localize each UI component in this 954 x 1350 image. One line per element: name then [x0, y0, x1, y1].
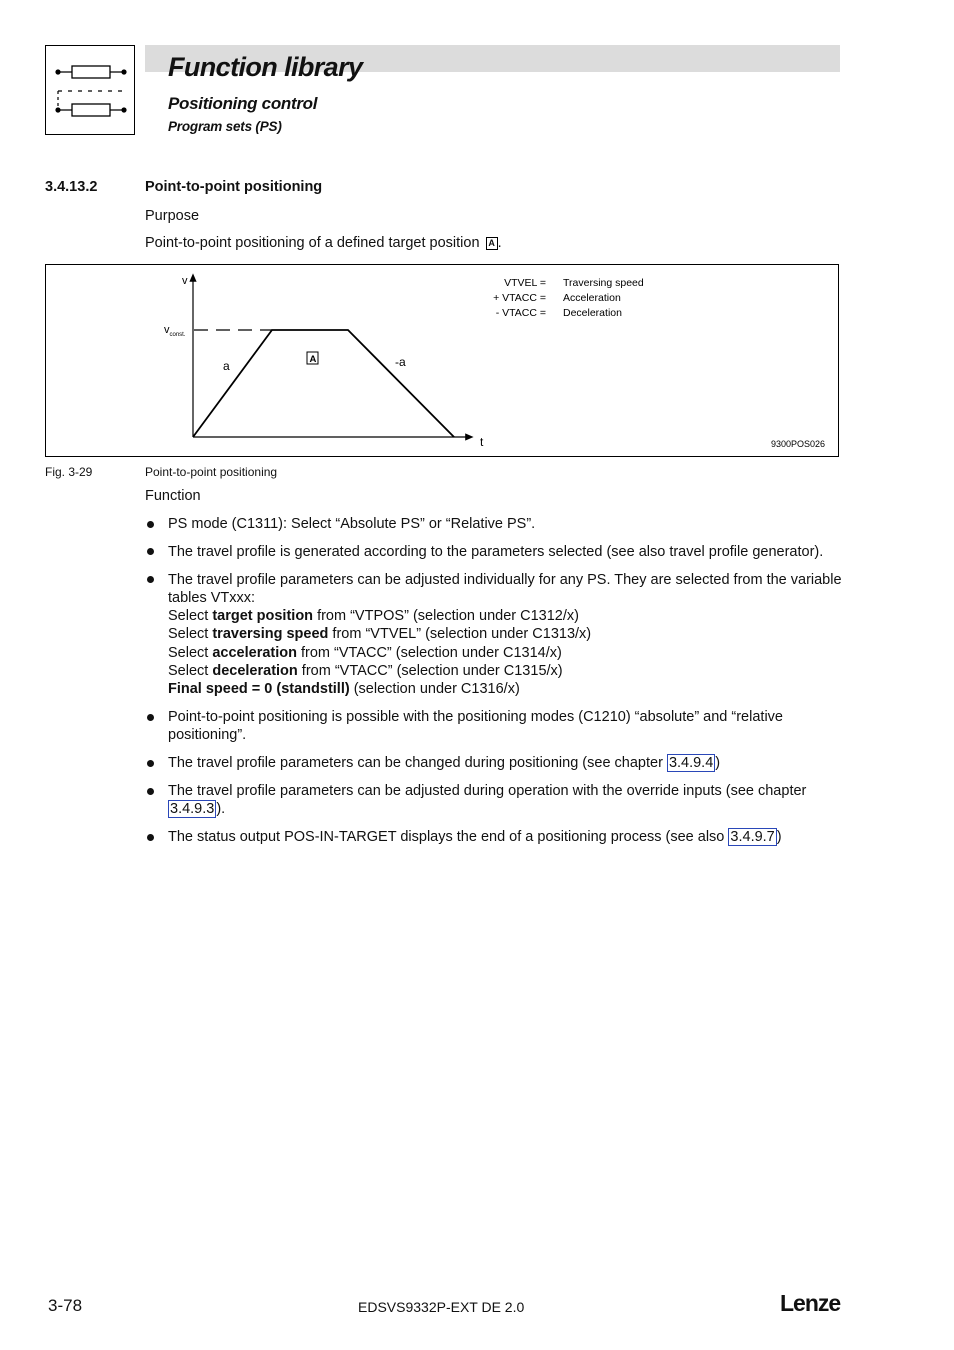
- legend-value-3: Deceleration: [563, 307, 622, 319]
- section-logo: [45, 45, 135, 135]
- list-item: PS mode (C1311): Select “Absolute PS” or “Relative PS”.: [145, 515, 845, 533]
- legend-key-1: VTVEL =: [504, 277, 546, 289]
- vconst-label: $v_{const.}$: [164, 324, 186, 338]
- section-number: 3.4.13.2: [45, 179, 98, 195]
- document-id: EDSVS9332P-EXT DE 2.0: [358, 1299, 525, 1315]
- function-heading: Function: [145, 488, 201, 504]
- circuit-diagram-icon: [46, 46, 134, 134]
- list-item: Point-to-point positioning is possible with the positioning modes (C1210) “absolute” and “relative positioning”.: [145, 708, 845, 745]
- purpose-sentence: Point-to-point positioning of a defined target position: [145, 235, 480, 251]
- legend-value-2: Acceleration: [563, 292, 621, 304]
- list-item: The travel profile is generated according to the parameters selected (see also travel profile generator).: [145, 543, 845, 561]
- decel-label: -a: [395, 355, 406, 369]
- purpose-heading: Purpose: [145, 208, 200, 224]
- axis-v-label: v: [182, 275, 188, 287]
- section-title: Point-to-point positioning: [145, 179, 323, 195]
- figure-code: 9300POS026: [770, 439, 825, 449]
- accel-label: a: [223, 359, 230, 373]
- chapter-link-3-4-9-4[interactable]: 3.4.9.4: [668, 755, 714, 772]
- purpose-text: [145, 235, 502, 251]
- marker-a-text: A: [309, 354, 317, 365]
- list-item: The travel profile parameters can be adjusted individually for any PS. They are selected from the variable tables VTxxx: Select target position from “VTPOS” (selection under C1312/x) Select traversing speed from “VTVEL” (selection under C1313/x) Select acceleration from “VTACC” (selection under C1314/x) Select deceleration from “VTACC” (selection under C1315/x) Final speed = 0 (standstill) (selection under C1316/x): [145, 571, 845, 699]
- lenze-logo: Lenze: [780, 1290, 841, 1316]
- velocity-profile-diagram: [46, 265, 838, 456]
- page-subsubtitle: Program sets (PS): [168, 119, 282, 134]
- page-number: 3-78: [48, 1296, 83, 1315]
- legend-value-1: Traversing speed: [563, 277, 644, 289]
- page-subtitle: Positioning control: [168, 94, 318, 113]
- figure-caption-number: Fig. 3-29: [45, 465, 93, 479]
- list-item: The travel profile parameters can be adjusted during operation with the override inputs (see chapter 3.4.9.3 ).: [145, 782, 845, 819]
- figure-frame: [45, 264, 839, 457]
- legend-key-2: + VTACC =: [493, 292, 546, 304]
- function-list: [145, 515, 845, 856]
- chapter-link-3-4-9-3[interactable]: 3.4.9.3: [170, 801, 215, 818]
- list-item: The travel profile parameters can be changed during positioning (see chapter 3.4.9.4 ): [145, 754, 845, 772]
- purpose-end: .: [497, 235, 502, 251]
- figure-caption-text: Point-to-point positioning: [145, 465, 278, 479]
- page-title: Function library: [168, 52, 363, 82]
- list-item: The status output POS-IN-TARGET displays the end of a positioning process (see also 3.4.9.7 ): [145, 828, 845, 846]
- trapezoid-profile: [193, 330, 454, 437]
- chapter-link-3-4-9-7[interactable]: 3.4.9.7: [730, 829, 775, 846]
- marker-a: A: [486, 237, 498, 250]
- legend-key-3: - VTACC =: [495, 307, 546, 319]
- axis-t-label: t: [480, 435, 484, 449]
